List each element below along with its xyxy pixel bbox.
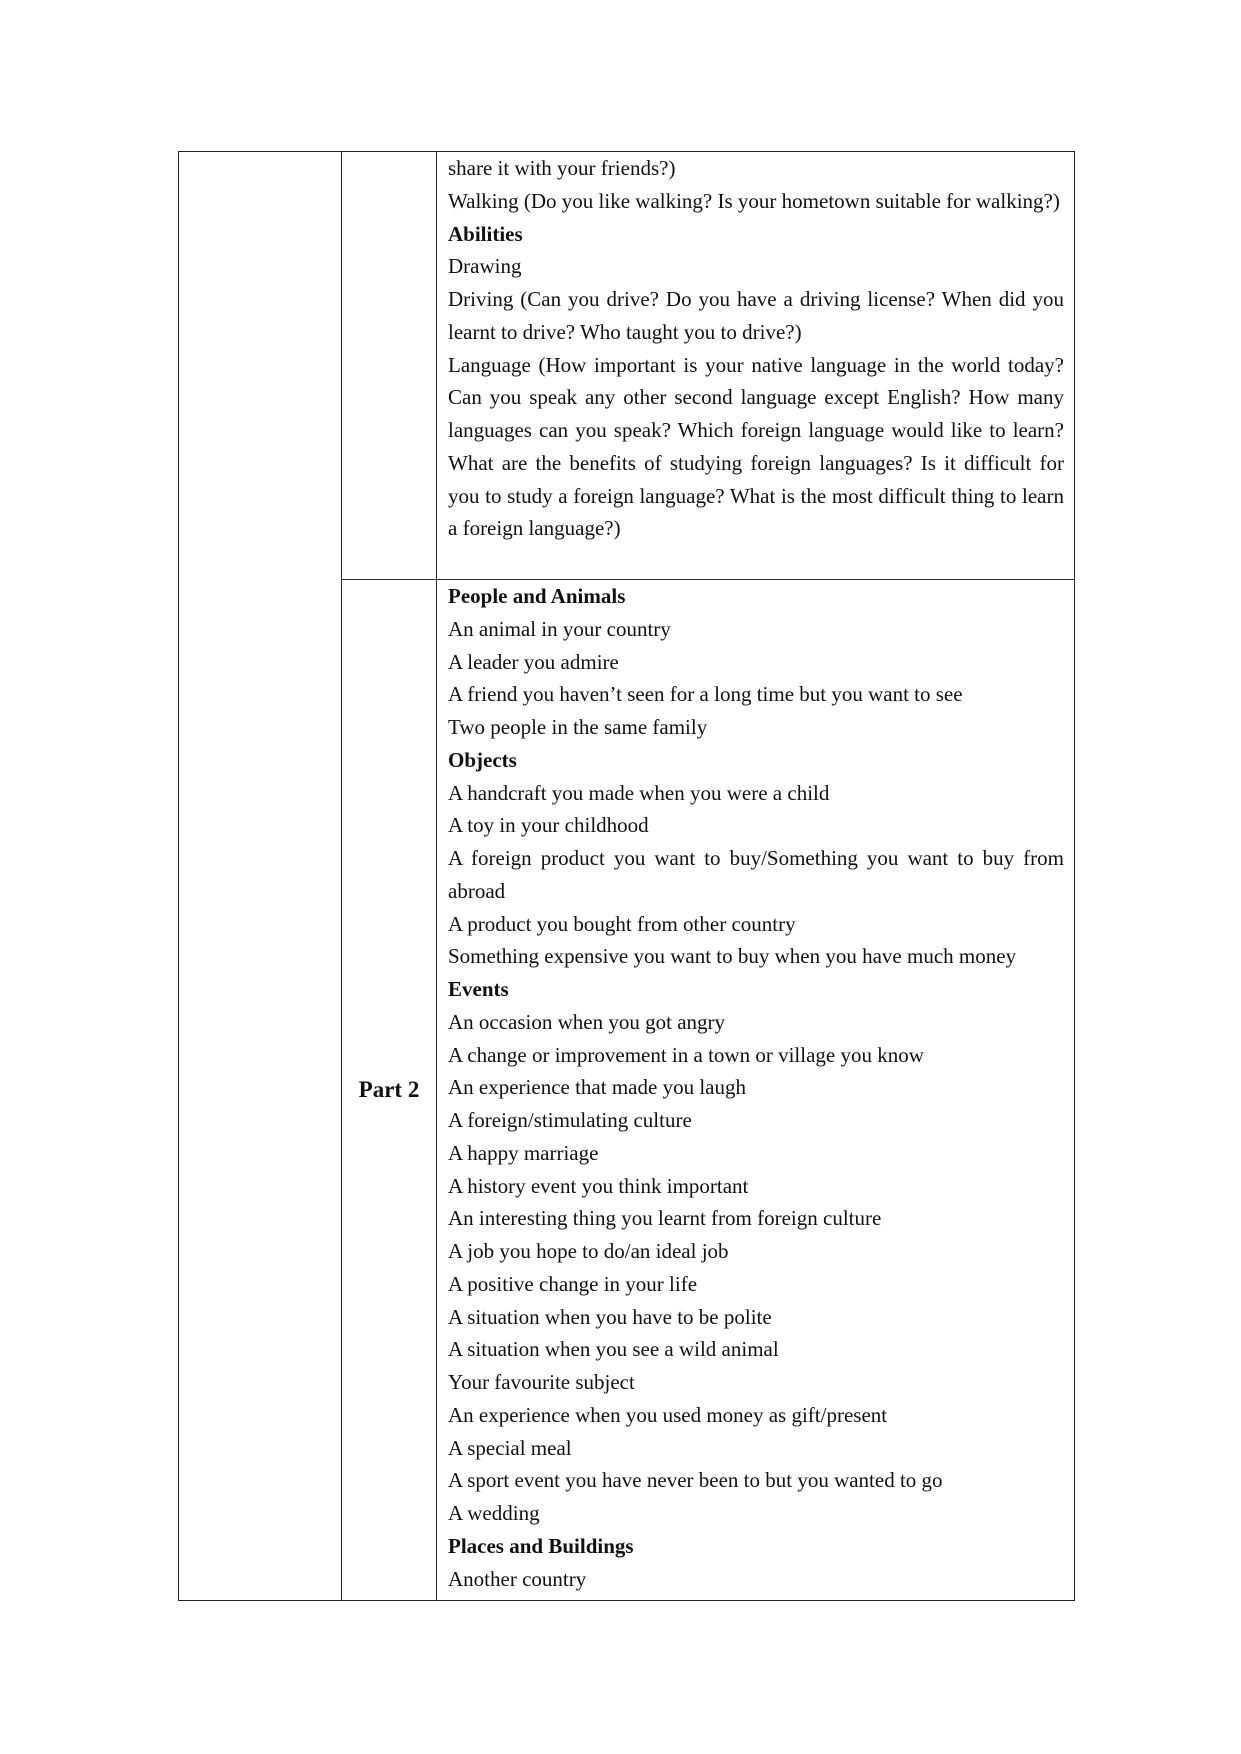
category-heading: Places and Buildings (448, 1533, 634, 1558)
topics-cell (437, 152, 1075, 580)
category-heading: Events (448, 977, 509, 1001)
topic-item: A change or improvement in a town or village you know (448, 1042, 924, 1067)
topic-item: Walking (Do you like walking? Is your hometown suitable for walking?) (448, 188, 1060, 213)
topic-item: share it with your friends?) (448, 156, 676, 180)
topic-item: A friend you haven’t seen for a long time but you want to see (448, 682, 963, 707)
part-label-cell (342, 152, 437, 580)
topic-item: A positive change in your life (448, 1271, 698, 1296)
section-cell (179, 152, 342, 1601)
topic-item: A leader you admire (448, 649, 619, 674)
topic-item: Two people in the same family (448, 715, 708, 739)
topic-item: An animal in your country (448, 616, 671, 641)
topic-item: A handcraft you made when you were a child (448, 780, 830, 805)
part-label-cell: Part 2 (342, 580, 437, 1601)
topic-item: A sport event you have never been to but you wanted to go (448, 1468, 943, 1493)
topic-item: Driving (Can you drive? Do you have a driving license? When did you learnt to drive? Who taught you to drive?) (448, 287, 1064, 344)
topic-item: A product you bought from other country (448, 911, 796, 936)
topic-item: A toy in your childhood (448, 813, 649, 838)
topic-item: An experience when you used money as gift/present (448, 1402, 888, 1427)
topics-cell (437, 580, 1075, 1601)
topic-item: A special meal (448, 1435, 572, 1460)
category-heading: Objects (448, 747, 517, 772)
topic-item: An occasion when you got angry (448, 1009, 726, 1034)
topic-item: A job you hope to do/an ideal job (448, 1239, 729, 1263)
topic-item: A history event you think important (448, 1173, 749, 1198)
topic-item: Something expensive you want to buy when you have much money (448, 944, 1017, 969)
topic-item: A wedding (448, 1501, 540, 1525)
category-heading: Abilities (448, 221, 523, 246)
topic-item: An interesting thing you learnt from foreign culture (448, 1206, 882, 1231)
topic-item: A foreign product you want to buy/Something you want to buy from abroad (448, 846, 1064, 903)
topic-item: A situation when you have to be polite (448, 1304, 772, 1329)
topic-item: Your favourite subject (448, 1370, 635, 1394)
topic-item: A foreign/stimulating culture (448, 1108, 692, 1132)
topic-item: A situation when you see a wild animal (448, 1337, 779, 1362)
topics-table (178, 151, 1075, 1601)
topic-item: Language (How important is your native language in the world today? Can you speak any other second language except English? How many languages can you speak? Which foreign language would like to learn? What are the benefits of studying foreign languages? Is it difficult for you to study a foreign language? What is the most difficult thing to learn a foreign language?) (448, 352, 1064, 541)
topic-item: Another country (448, 1566, 587, 1591)
category-heading: People and Animals (448, 584, 626, 608)
topic-item: Drawing (448, 254, 522, 279)
table-row (179, 152, 1075, 580)
topic-item: An experience that made you laugh (448, 1075, 746, 1100)
topic-item: A happy marriage (448, 1140, 599, 1165)
